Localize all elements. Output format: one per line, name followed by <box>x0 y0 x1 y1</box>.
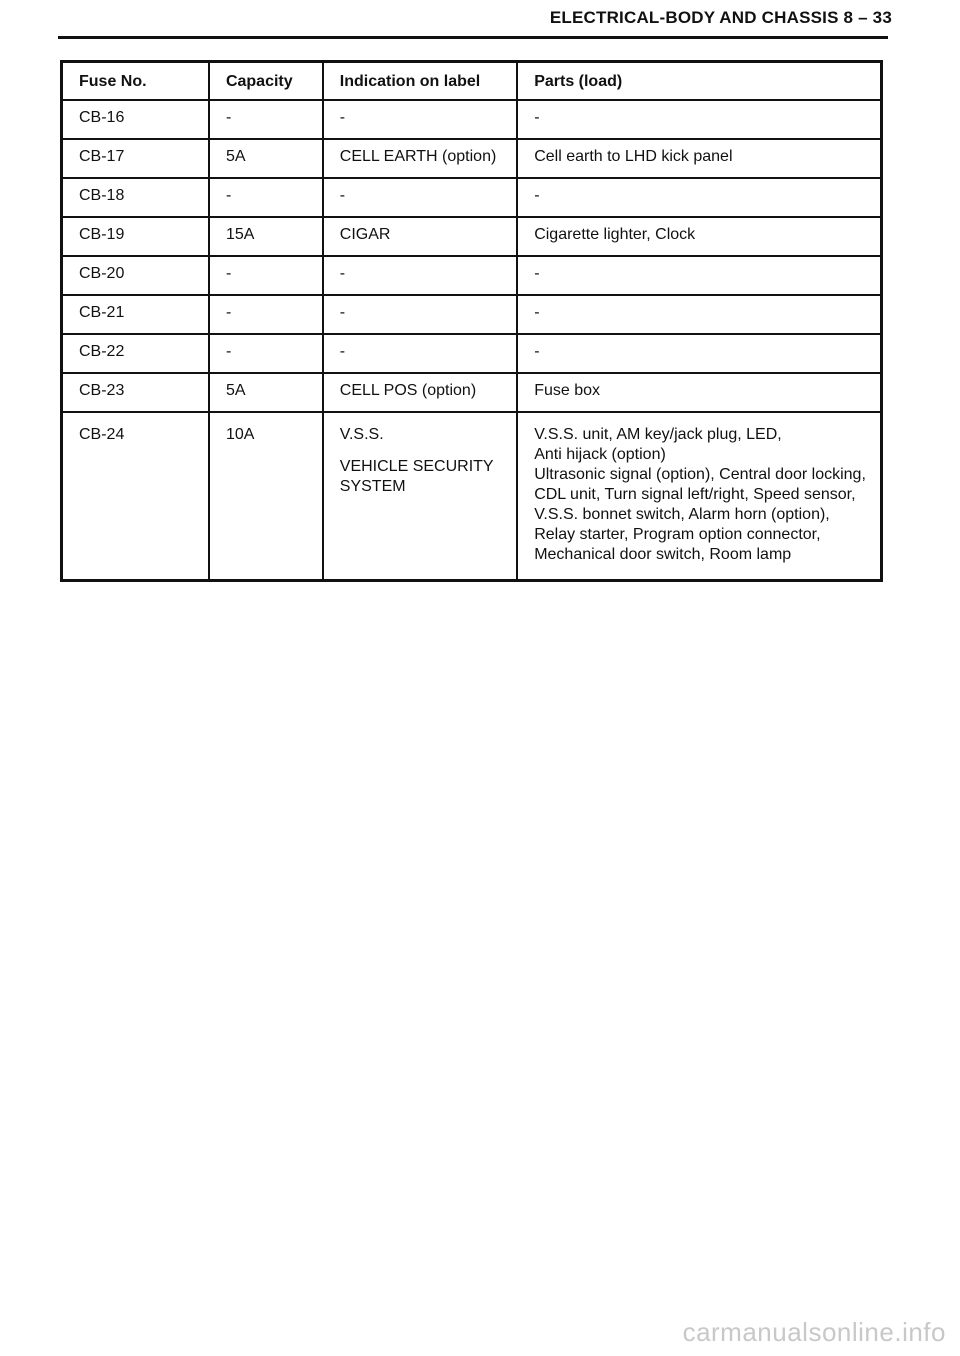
capacity-cell: - <box>209 334 323 373</box>
parts-line: Anti hijack (option) <box>534 446 666 463</box>
parts-cell: - <box>517 256 881 295</box>
parts-cell: Fuse box <box>517 373 881 412</box>
label-cell: - <box>323 178 517 217</box>
watermark-text: carmanualsonline.info <box>682 1317 946 1347</box>
parts-cell: - <box>517 334 881 373</box>
column-header-capacity: Capacity <box>209 62 323 101</box>
fuse-number-cell: CB-21 <box>62 295 209 334</box>
table-row <box>62 373 882 412</box>
parts-line: Mechanical door switch, Room lamp <box>534 546 792 563</box>
fuse-table <box>60 60 883 582</box>
parts-cell: - <box>517 295 881 334</box>
table-header-row <box>62 62 882 101</box>
capacity-cell: - <box>209 256 323 295</box>
parts-line: V.S.S. bonnet switch, Alarm horn (option), <box>534 506 830 523</box>
fuse-number-cell: CB-19 <box>62 217 209 256</box>
label-cell: CIGAR <box>323 217 517 256</box>
label-spacer <box>340 445 508 457</box>
capacity-cell: - <box>209 100 323 139</box>
table-row <box>62 295 882 334</box>
parts-line: Ultrasonic signal (option), Central door locking, <box>534 466 866 483</box>
label-cell: - <box>323 100 517 139</box>
fuse-number-cell: CB-22 <box>62 334 209 373</box>
parts-cell: - <box>517 178 881 217</box>
parts-cell: Cell earth to LHD kick panel <box>517 139 881 178</box>
parts-cell <box>517 412 881 581</box>
fuse-number-cell: CB-23 <box>62 373 209 412</box>
table-row <box>62 412 882 581</box>
capacity-cell: 15A <box>209 217 323 256</box>
label-cell: - <box>323 334 517 373</box>
label-cell: CELL EARTH (option) <box>323 139 517 178</box>
column-header-fuse-no: Fuse No. <box>62 62 209 101</box>
parts-line: V.S.S. unit, AM key/jack plug, LED, <box>534 426 782 443</box>
fuse-number-cell: CB-24 <box>62 412 209 581</box>
label-cell: - <box>323 256 517 295</box>
table-row <box>62 139 882 178</box>
label-cell <box>323 412 517 581</box>
parts-line: Relay starter, Program option connector, <box>534 526 821 543</box>
page-title: ELECTRICAL-BODY AND CHASSIS 8 – 33 <box>549 8 892 27</box>
fuse-number-cell: CB-16 <box>62 100 209 139</box>
parts-cell: Cigarette lighter, Clock <box>517 217 881 256</box>
capacity-cell: 5A <box>209 373 323 412</box>
capacity-cell: - <box>209 295 323 334</box>
table-row <box>62 256 882 295</box>
header-divider <box>58 36 888 39</box>
fuse-number-cell: CB-17 <box>62 139 209 178</box>
capacity-cell: - <box>209 178 323 217</box>
label-line: VEHICLE SECURITY <box>339 458 494 475</box>
parts-cell: - <box>517 100 881 139</box>
capacity-cell: 10A <box>209 412 323 581</box>
column-header-parts: Parts (load) <box>517 62 881 101</box>
label-line: V.S.S. <box>339 426 384 443</box>
label-cell: - <box>323 295 517 334</box>
fuse-number-cell: CB-18 <box>62 178 209 217</box>
table-row <box>62 217 882 256</box>
capacity-cell: 5A <box>209 139 323 178</box>
table-row <box>62 334 882 373</box>
label-cell: CELL POS (option) <box>323 373 517 412</box>
parts-line: CDL unit, Turn signal left/right, Speed sensor, <box>534 486 856 503</box>
label-line: SYSTEM <box>339 478 406 495</box>
table-row <box>62 178 882 217</box>
column-header-indication: Indication on label <box>323 62 517 101</box>
fuse-number-cell: CB-20 <box>62 256 209 295</box>
table-row <box>62 100 882 139</box>
